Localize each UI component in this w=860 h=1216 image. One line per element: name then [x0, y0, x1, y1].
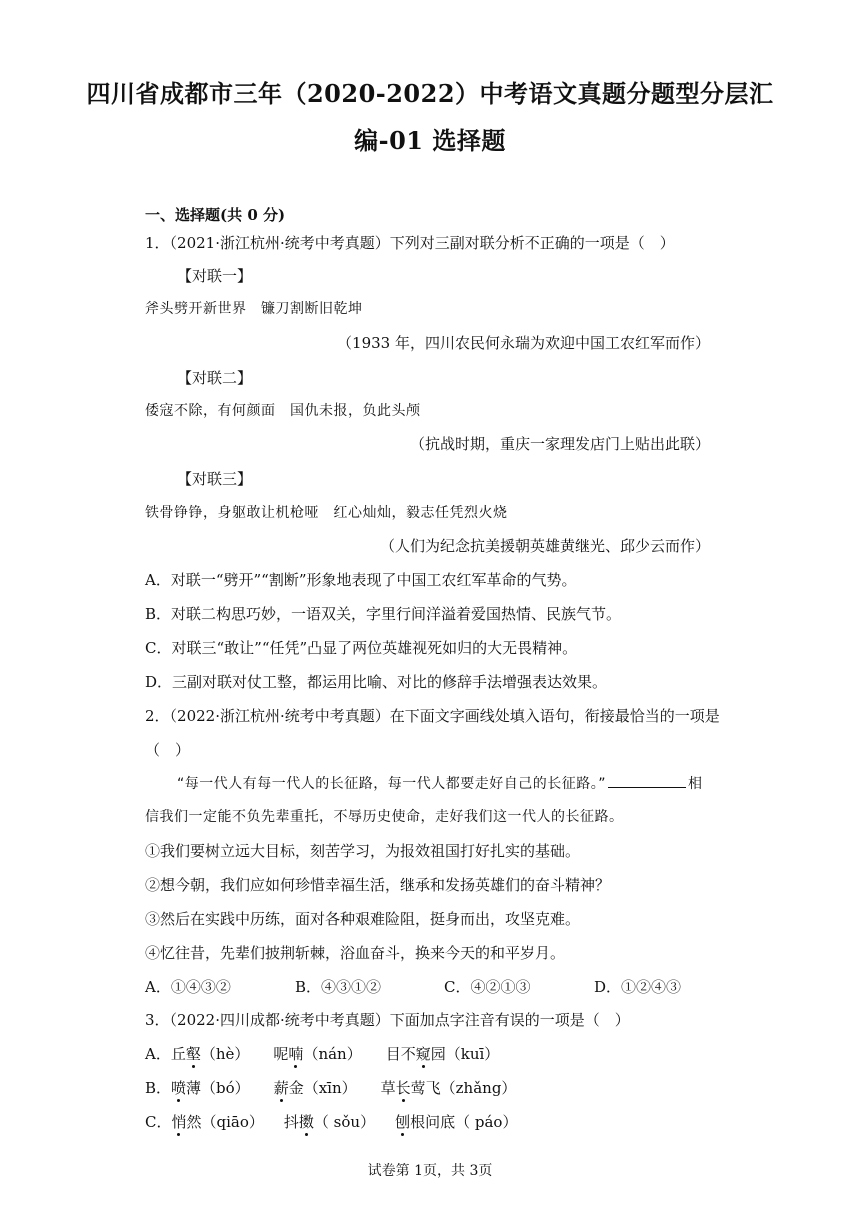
q2-sentence-3: ③然后在实践中历练，面对各种艰难险阻，挺身而出，攻坚克难。 [145, 910, 581, 928]
document-title-line-1: 四川省成都市三年（2020-2022）中考语文真题分题型分层汇 [86, 79, 774, 108]
q3-option-a [145, 1043, 499, 1064]
dotted-char: 喃 [288, 1045, 304, 1063]
q3-a-text: 呢 [273, 1045, 289, 1063]
q1-option-d: D．三副对联对仗工整，都运用比喻、对比的修辞手法增强表达效果。 [145, 673, 608, 691]
document-title-line-2: 编-01 选择题 [354, 126, 506, 155]
q1-option-b: B．对联二构思巧妙，一语双关，字里行间洋溢着爱国热情、民族气节。 [145, 605, 622, 623]
q3-a-text: 目不 [385, 1045, 416, 1063]
q3-a-text: A．丘 [145, 1045, 186, 1063]
pinyin: 园（kuī） [430, 1045, 500, 1063]
q3-option-c [145, 1111, 517, 1132]
dotted-char: 窥 [415, 1045, 431, 1063]
pinyin: 根问底（ páo） [410, 1113, 518, 1131]
page-footer: 试卷第 1页，共 3页 [367, 1163, 493, 1179]
pinyin: 莺飞（zhǎng） [410, 1079, 517, 1097]
q1-option-a: A．对联一“劈开”“割断”形象地表现了中国工农红军革命的气势。 [145, 571, 577, 589]
pinyin: （ sǒu） [313, 1113, 376, 1131]
couplet-2-note: （抗战时期，重庆一家理发店门上贴出此联） [409, 435, 710, 453]
fill-blank-line [608, 773, 686, 788]
pinyin: 金（xīn） [288, 1079, 357, 1097]
question-1-stem: 1．（2021·浙江杭州·统考中考真题）下列对三副对联分析不正确的一项是（ ） [145, 234, 675, 252]
q2-option-a: A．①④③② [145, 978, 231, 996]
q2-option-d: D．①②④③ [594, 978, 682, 996]
q3-c-text: C． [145, 1113, 172, 1131]
q2-option-c: C．④②①③ [444, 978, 531, 996]
q2-quote: “每一代人有每一代人的长征路，每一代人都要走好自己的长征路。” [177, 776, 607, 792]
dotted-char: 刨 [395, 1113, 411, 1131]
dotted-char: 薪 [273, 1079, 289, 1097]
couplet-3-note: （人们为纪念抗美援朝英雄黄继光、邱少云而作） [379, 537, 710, 555]
question-2-stem: 2．（2022·浙江杭州·统考中考真题）在下面文字画线处填入语句，衔接最恰当的一项是 [145, 707, 720, 725]
section-heading: 一、选择题(共 0 分) [145, 206, 286, 224]
q2-sentence-4: ④忆往昔，先辈们披荆斩棘，浴血奋斗，换来今天的和平岁月。 [145, 944, 566, 962]
couplet-3-label: 【对联三】 [177, 470, 253, 488]
pinyin: （hè） [200, 1045, 250, 1063]
couplet-2-label: 【对联二】 [177, 369, 253, 387]
dotted-char: 喷 [171, 1079, 187, 1097]
couplet-1-label: 【对联一】 [177, 267, 253, 285]
q2-sentence-1: ①我们要树立远大目标，刻苦学习，为报效祖国打好扎实的基础。 [145, 842, 581, 860]
q2-quote-line-1 [177, 773, 703, 793]
q2-option-b: B．④③①② [295, 978, 382, 996]
couplet-1-note: （1933 年，四川农民何永瑞为欢迎中国工农红军而作） [337, 334, 710, 352]
couplet-2-text: 倭寇不除，有何颜面 国仇未报，负此头颅 [145, 403, 421, 419]
question-2-paren: （ ） [145, 741, 191, 759]
question-3-stem: 3．（2022·四川成都·统考中考真题）下面加点字注音有误的一项是（ ） [145, 1011, 630, 1029]
dotted-char: 擞 [298, 1113, 314, 1131]
q2-quote-line-2: 信我们一定能不负先辈重托，不辱历史使命，走好我们这一代人的长征路。 [145, 809, 624, 825]
dotted-char: 壑 [185, 1045, 201, 1063]
q2-sentence-2: ②想今朝，我们应如何珍惜幸福生活，继承和发扬英雄们的奋斗精神？ [145, 876, 611, 894]
q3-b-text: B． [145, 1079, 172, 1097]
pinyin: （nán） [303, 1045, 362, 1063]
couplet-3-text: 铁骨铮铮，身躯敢让机枪哑 红心灿灿，毅志任凭烈火烧 [145, 505, 508, 521]
dotted-char: 长 [395, 1079, 411, 1097]
pinyin: 薄（bó） [186, 1079, 250, 1097]
q3-c-text: 抖 [283, 1113, 299, 1131]
dotted-char: 悄 [171, 1113, 187, 1131]
couplet-1-text: 斧头劈开新世界 镰刀割断旧乾坤 [145, 301, 363, 317]
q3-option-b [145, 1077, 516, 1098]
pinyin: 然（qiāo） [186, 1113, 264, 1131]
q1-option-c: C．对联三“敢让”“任凭”凸显了两位英雄视死如归的大无畏精神。 [145, 639, 578, 657]
q3-b-text: 草 [380, 1079, 396, 1097]
q2-quote-tail: 相 [688, 776, 703, 792]
